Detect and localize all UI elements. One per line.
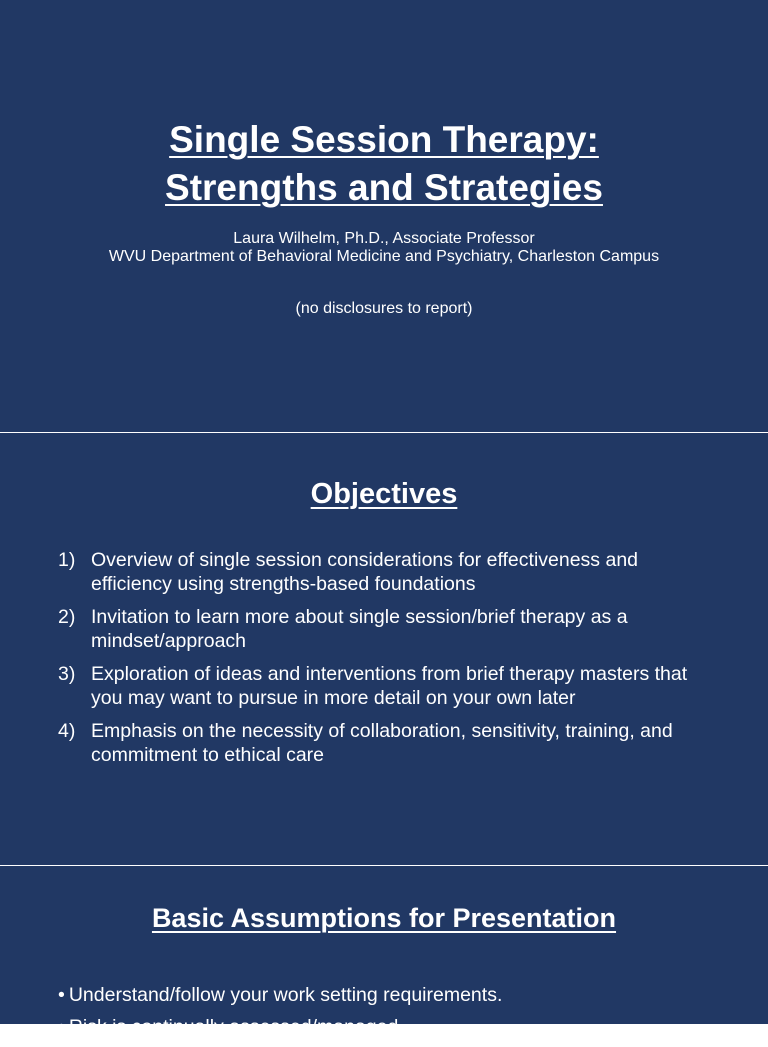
item-text: Overview of single session considerations for effectiveness and efficiency using strengths-based foundations [91, 549, 639, 595]
department-line: WVU Department of Behavioral Medicine and Psychiatry, Charleston Campus [108, 248, 660, 265]
title-slide [0, 0, 768, 432]
item-text: Invitation to learn more about single session/brief therapy as a mindset/approach [91, 606, 628, 652]
assumptions-list [58, 983, 738, 1047]
list-item [58, 1015, 738, 1039]
title-line-1: Single Session Therapy: [169, 119, 599, 160]
objectives-list [58, 548, 698, 776]
item-text: Exploration of ideas and interventions from brief therapy masters that you may want to pursue in more detail on your own later [91, 663, 688, 709]
item-text: Understand/follow your work setting requirements. [68, 984, 503, 1006]
bullet-icon: • [58, 984, 65, 1006]
assumptions-title: Basic Assumptions for Presentation [151, 903, 617, 933]
list-item [58, 983, 738, 1007]
slide-title [0, 116, 768, 212]
item-text: Emphasis on the necessity of collaboration, sensitivity, training, and commitment to ethical care [91, 720, 673, 766]
bullet-icon: • [58, 1016, 65, 1038]
assumptions-slide [0, 866, 768, 1038]
list-item [58, 662, 698, 710]
item-number: 3) [58, 663, 76, 685]
list-item [58, 548, 698, 596]
list-item [58, 719, 698, 767]
item-number: 2) [58, 606, 76, 628]
objectives-slide [0, 433, 768, 865]
title-line-2: Strengths and Strategies [165, 167, 603, 208]
list-item [58, 605, 698, 653]
objectives-title: Objectives [310, 478, 458, 510]
item-number: 4) [58, 720, 76, 742]
item-text: Risk is continually assessed/managed. [68, 1016, 404, 1038]
disclosure-note: (no disclosures to report) [295, 300, 473, 317]
author-line: Laura Wilhelm, Ph.D., Associate Professor [233, 230, 535, 247]
item-number: 1) [58, 549, 76, 571]
